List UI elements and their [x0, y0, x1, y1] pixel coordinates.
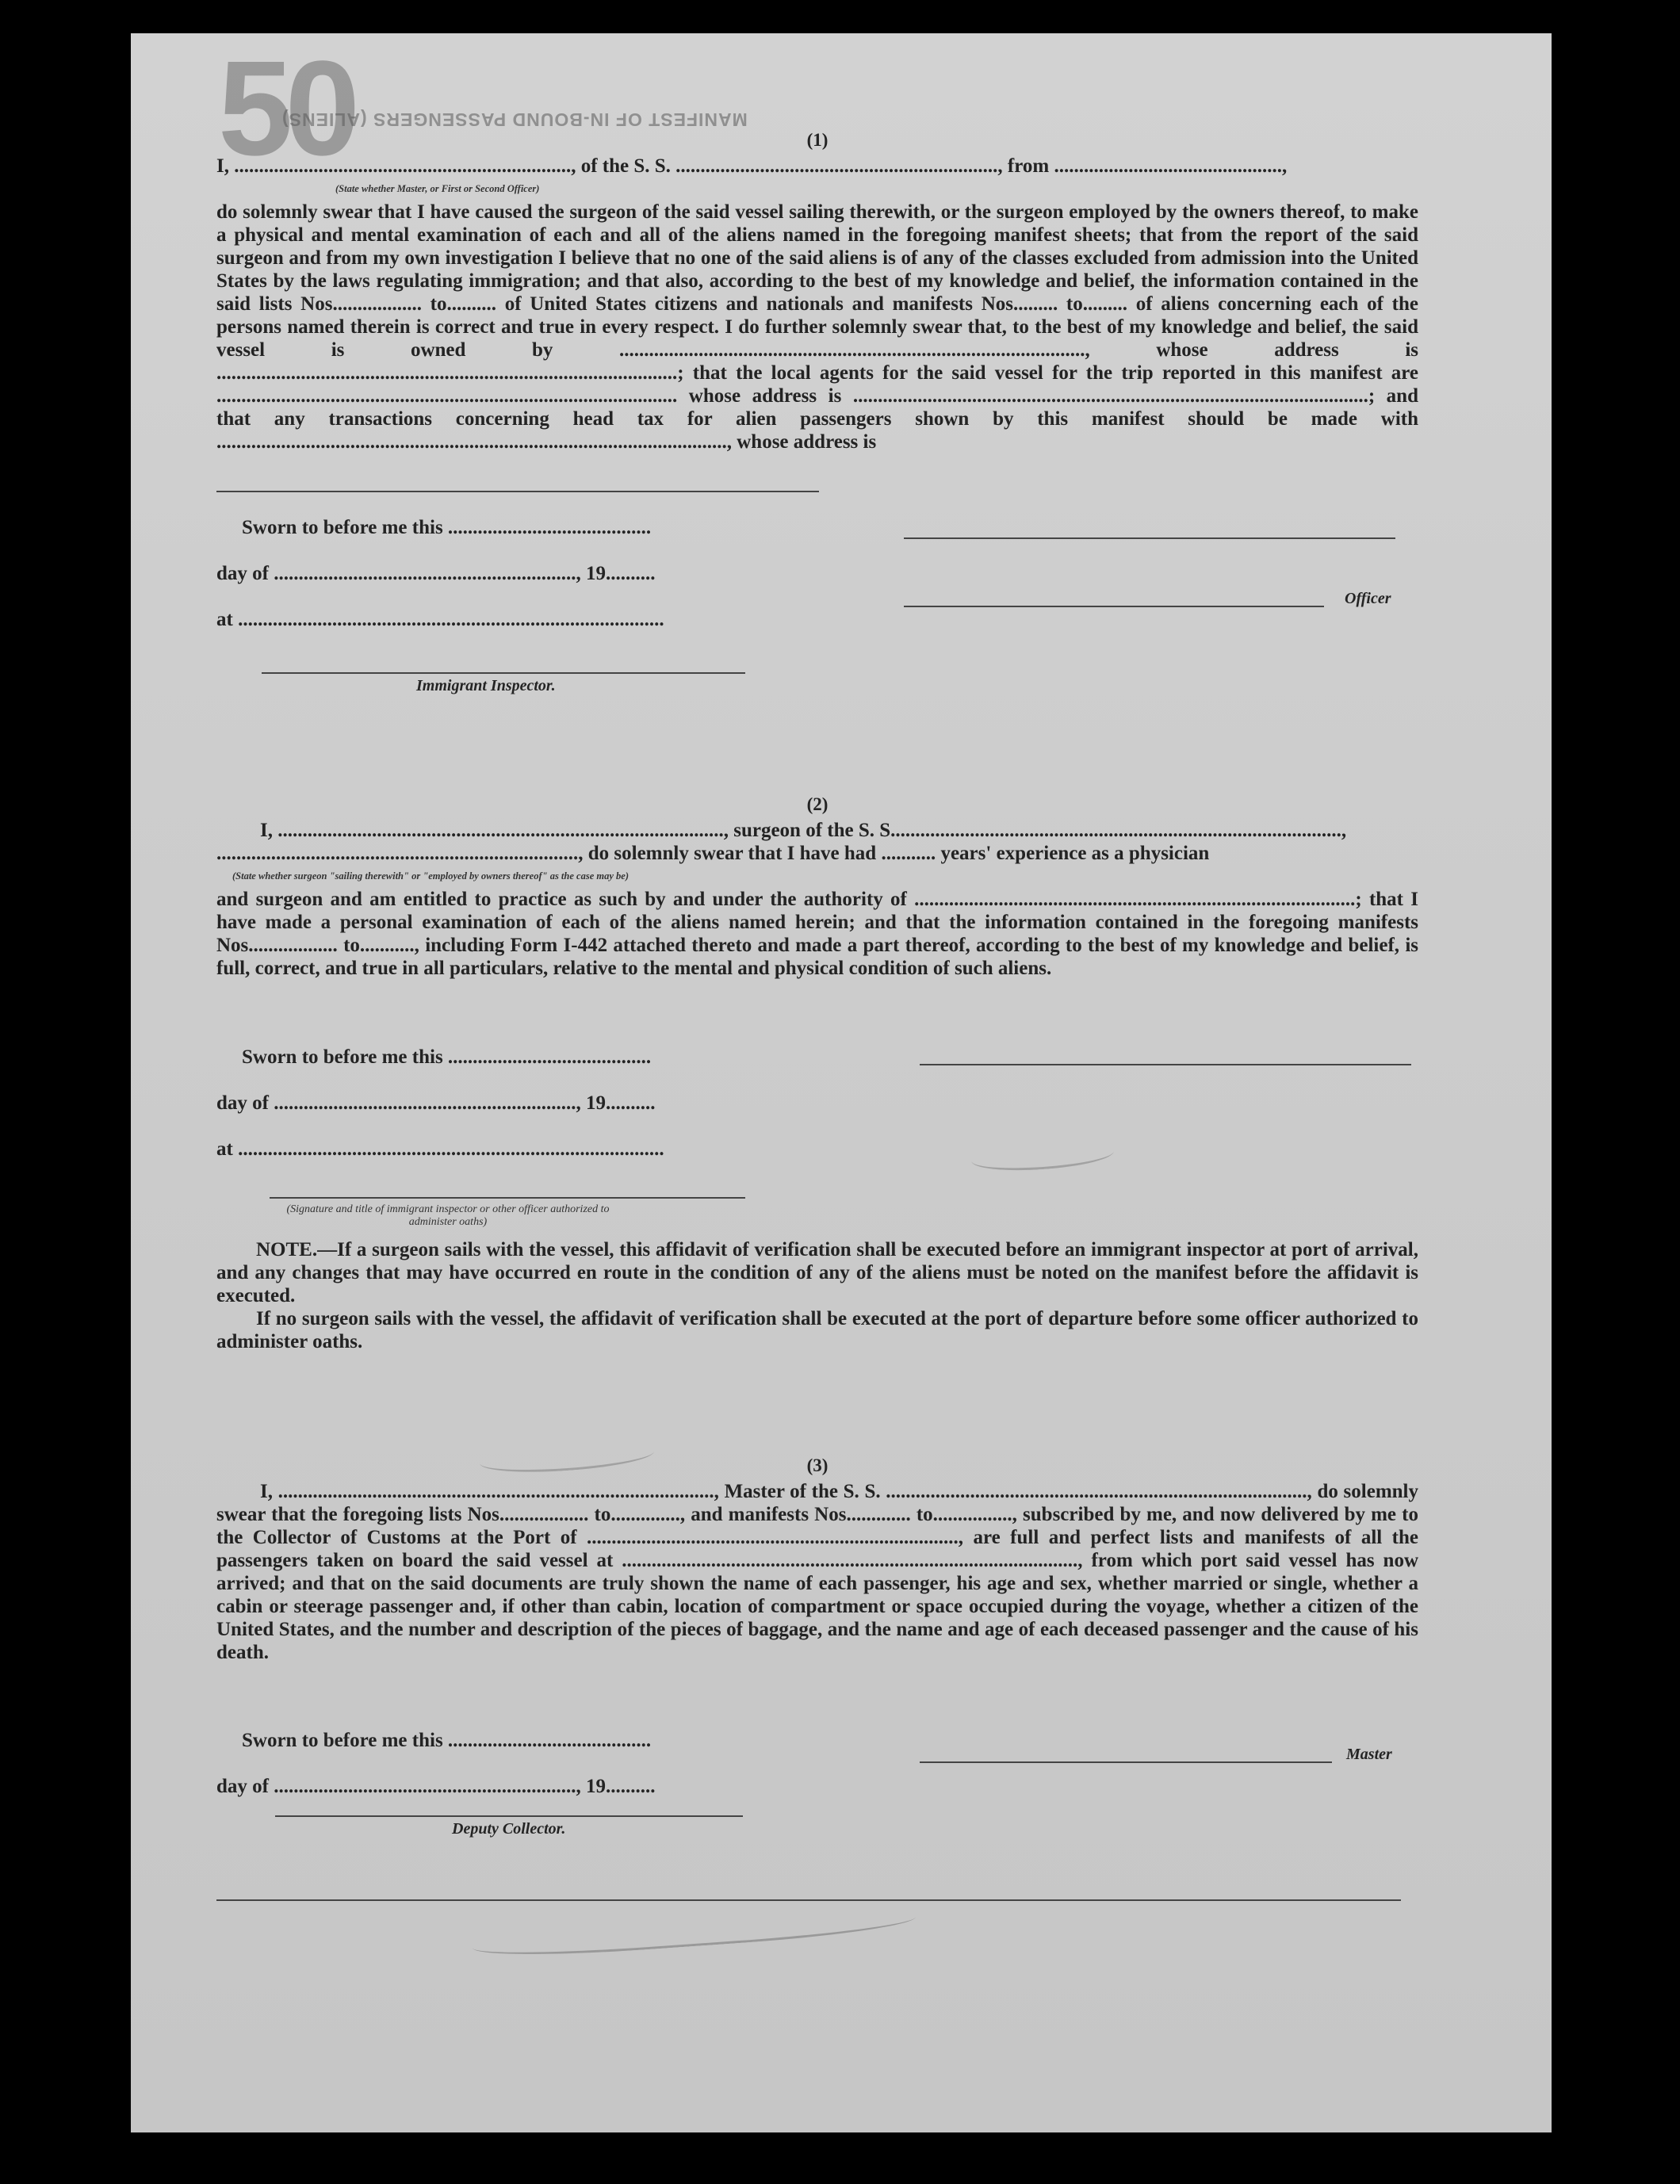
at-line: at ...................................................................................... — [216, 1138, 664, 1160]
surgeon-signature-line — [920, 1064, 1411, 1065]
verification-note — [216, 1238, 1418, 1353]
affidavit-officer — [216, 128, 1418, 453]
officer-signature-line-2 — [904, 606, 1324, 607]
collector-label: Deputy Collector. — [452, 1820, 566, 1838]
section-number: (1) — [806, 130, 829, 150]
sworn-line: Sworn to before me this ......................................... — [242, 517, 652, 538]
surgeon-line-1: I, .........................................................................................., surgeon of the S. S..........................................................................................., — [260, 820, 1347, 841]
officer-intro-line: I, ...................................................................., of the S. S. ................................................................., from .............................................., — [216, 155, 1288, 177]
officer-signature-line-1 — [904, 537, 1395, 539]
surgeon-line-2: ........................................................................., do solemnly swear that I have had ........... years' experience as a physician — [216, 843, 1210, 864]
officer-note: (State whether Master, or First or Second Officer) — [335, 183, 540, 194]
signature-title-note: (Signature and title of immigrant inspector or other officer authorized to administer oaths) — [286, 1203, 610, 1228]
officer-body: do solemnly swear that I have caused the surgeon of the said vessel sailing therewith, or the surgeon employed by the owners thereof, to make a physical and mental examination of each and all of the aliens named in the foregoing manifest sheets; that from the report of the said surgeon and from my own investigation I believe that no one of the said aliens is of any of the classes excluded from admission into the United States by the laws regulating immigration; and that also, according to the best of my knowledge and belief, the information contained in the said lists Nos.................. to.......... of United States citizens and nationals and manifests Nos......... to......... of aliens concerning each of the persons named therein is correct and true in every respect. I do further solemnly swear that, to the best of my knowledge and belief, the said vessel is owned by .............................................................................................., whose address is .............................................................................................; that the local agents for the said vessel for the trip reported in this manifest are ............................................................................................. whose address is ........................................................................................................; and that any transactions concerning head tax for alien passengers shown by this manifest should be made with ......................................................................................................., whose address is — [216, 201, 1418, 453]
day-line: day of ............................................................., 19.......... — [216, 563, 656, 584]
faint-handwriting — [471, 1897, 917, 1962]
day-line: day of ............................................................., 19.......... — [216, 1092, 656, 1114]
inspector-signature-line — [262, 672, 745, 674]
master-label: Master — [1346, 1746, 1392, 1763]
master-signature-line — [920, 1761, 1332, 1763]
day-line: day of ............................................................., 19.......... — [216, 1776, 656, 1797]
sworn-line: Sworn to before me this ......................................... — [242, 1046, 652, 1068]
document-sheet — [131, 33, 1552, 2132]
surgeon-body: and surgeon and am entitled to practice as such by and under the authority of .........................................................................................; that I have made a personal examination of each of the aliens named herein; and that the information contained in the foregoing manifests Nos.................. to..........., including Form I-442 attached thereto and made a part thereof, according to the best of my knowledge and belief, is full, correct, and true in all particulars, relative to the mental and physical condition of such aliens. — [216, 889, 1418, 979]
master-body: I, ........................................................................................, Master of the S. S. ....................................................................................., do solemnly swear that the foregoing lists Nos.................. to.............., and manifests Nos............. to................, subscribed by me, and now delivered by me to the Collector of Customs at the Port of ..........................................................................., are full and perfect lists and manifests of all the passengers taken on board the said vessel at ............................................................................................, from which port said vessel has now arrived; and that on the said documents are truly shown the name of each passenger, his age and sex, whether married or single, whether a cabin or steerage passenger and, if other than cabin, location of compartment or space occupied during the voyage, whether a citizen of the United States, and the number and description of the pieces of baggage, and the name and age of each deceased passenger and the cause of his death. — [216, 1481, 1418, 1663]
stamp-number: 50 — [218, 33, 353, 184]
affidavit-master — [216, 1454, 1418, 1664]
note-text-2: If no surgeon sails with the vessel, the affidavit of verification shall be executed at the port of departure before some officer authorized to administer oaths. — [216, 1308, 1418, 1352]
bottom-rule — [216, 1899, 1401, 1901]
section-number: (2) — [806, 794, 829, 814]
sworn-line: Sworn to before me this ......................................... — [242, 1730, 652, 1751]
bleed-through-title: MANIFEST OF IN-BOUND PASSENGERS (ALIENS) — [281, 109, 748, 130]
section-number: (3) — [806, 1455, 829, 1475]
inspector-signature-line — [270, 1197, 745, 1199]
note-text: NOTE.—If a surgeon sails with the vessel, this affidavit of verification shall be executed before an immigrant inspector at port of arrival, and any changes that may have occurred en route in the condition of any of the aliens must be noted on the manifest before the affidavit is executed. — [216, 1239, 1418, 1306]
affidavit-surgeon — [216, 793, 1418, 980]
at-line: at ...................................................................................... — [216, 609, 664, 630]
surgeon-note: (State whether surgeon "sailing therewith" or "employed by owners thereof" as the case may be) — [232, 870, 629, 882]
officer-label: Officer — [1345, 590, 1391, 607]
signature-line — [216, 491, 819, 492]
faint-handwriting — [970, 1138, 1115, 1174]
collector-signature-line — [275, 1815, 743, 1817]
inspector-label: Immigrant Inspector. — [416, 677, 556, 694]
